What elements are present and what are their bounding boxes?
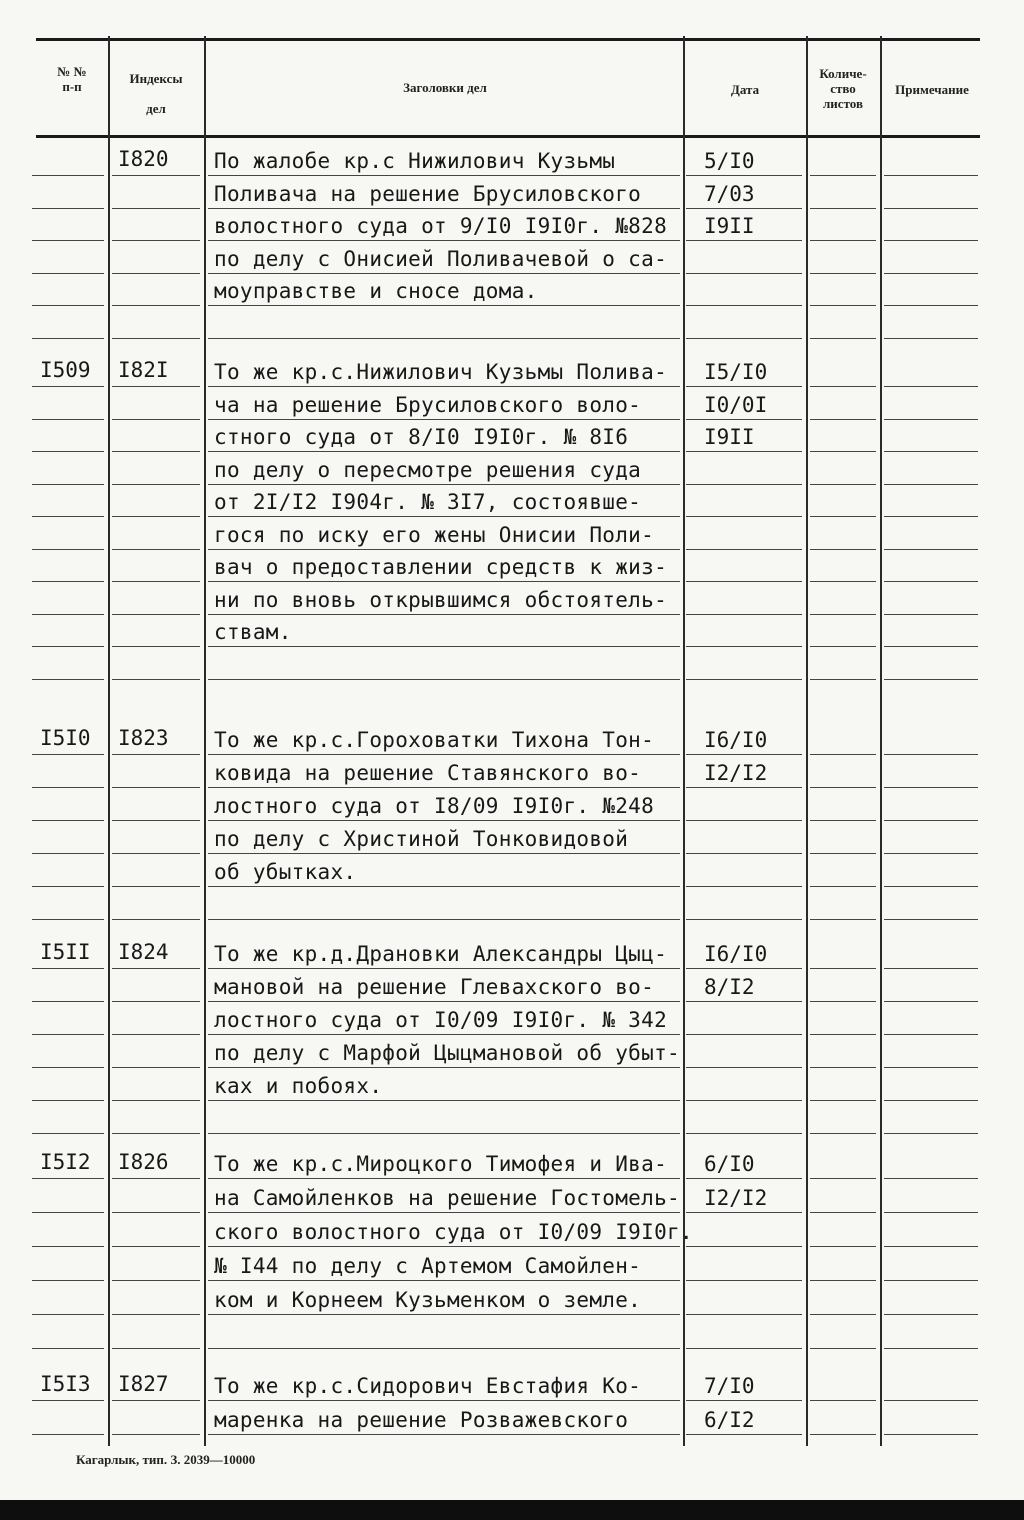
ruled-line <box>686 240 802 241</box>
ruled-line <box>32 646 104 647</box>
printer-imprint: Кагарлык, тип. З. 2039—10000 <box>76 1452 256 1467</box>
ruled-line <box>884 516 978 517</box>
ruled-line <box>208 175 680 176</box>
ruled-line <box>112 419 200 420</box>
ruled-line <box>208 208 680 209</box>
ruled-line <box>884 787 978 788</box>
ruled-line <box>884 273 978 274</box>
col-divider-4 <box>806 36 808 1446</box>
ruled-line <box>208 679 680 680</box>
ruled-line <box>208 484 680 485</box>
ruled-line <box>810 820 876 821</box>
ruled-line <box>32 1348 104 1349</box>
entry-date: I9II <box>704 214 755 238</box>
ruled-line <box>32 919 104 920</box>
entry-title-line: на Самойленков на решение Гостомель- <box>214 1186 680 1210</box>
ruled-line <box>208 516 680 517</box>
ruled-line <box>112 1001 200 1002</box>
ruled-line <box>884 853 978 854</box>
ruled-line <box>208 754 680 755</box>
ruled-line <box>686 1280 802 1281</box>
ruled-line <box>112 1314 200 1315</box>
ruled-line <box>884 1400 978 1401</box>
ruled-line <box>32 305 104 306</box>
ruled-line <box>32 1034 104 1035</box>
ruled-line <box>112 175 200 176</box>
header-bottom-rule <box>36 135 980 138</box>
ruled-line <box>208 1314 680 1315</box>
ruled-line <box>884 1034 978 1035</box>
ruled-line <box>686 484 802 485</box>
ruled-line <box>884 1348 978 1349</box>
entry-date: I5/I0 <box>704 360 768 384</box>
ruled-line <box>112 1178 200 1179</box>
ruled-line <box>208 1178 680 1179</box>
ruled-line <box>32 549 104 550</box>
ruled-line <box>810 549 876 550</box>
ruled-line <box>112 338 200 339</box>
ruled-line <box>686 1348 802 1349</box>
entry-title-line: лостного суда от I0/09 I9I0г. № 342 <box>214 1008 668 1032</box>
entry-title-line: по делу о пересмотре решения суда <box>214 457 642 482</box>
ruled-line <box>112 1400 200 1401</box>
ruled-line <box>686 1067 802 1068</box>
ruled-line <box>810 1314 876 1315</box>
ruled-line <box>686 679 802 680</box>
ruled-line <box>32 581 104 582</box>
ruled-line <box>32 1314 104 1315</box>
ruled-line <box>32 1100 104 1101</box>
ruled-line <box>32 516 104 517</box>
ruled-line <box>810 273 876 274</box>
col-divider-2 <box>204 36 206 1446</box>
ruled-line <box>686 386 802 387</box>
ruled-line <box>32 273 104 274</box>
ruled-line <box>208 338 680 339</box>
ruled-line <box>686 886 802 887</box>
ruled-line <box>112 549 200 550</box>
ruled-line <box>112 968 200 969</box>
ruled-line <box>686 1212 802 1213</box>
ruled-line <box>884 581 978 582</box>
ruled-line <box>810 1212 876 1213</box>
ruled-line <box>810 968 876 969</box>
ruled-line <box>112 853 200 854</box>
entry-index: I826 <box>118 1150 169 1174</box>
ruled-line <box>32 338 104 339</box>
entry-title-line: волостного суда от 9/I0 I9I0г. №828 <box>214 214 668 238</box>
ruled-line <box>810 679 876 680</box>
ruled-line <box>884 1434 978 1435</box>
ruled-line <box>208 968 680 969</box>
ruled-line <box>810 1100 876 1101</box>
ruled-line <box>112 273 200 274</box>
entry-title-line: вач о предоставлении средств к жиз- <box>214 555 668 579</box>
ruled-line <box>810 305 876 306</box>
ruled-line <box>810 1434 876 1435</box>
ruled-line <box>686 1133 802 1134</box>
ruled-line <box>686 1434 802 1435</box>
ruled-line <box>112 1067 200 1068</box>
ruled-line <box>884 419 978 420</box>
ruled-line <box>208 886 680 887</box>
ruled-line <box>810 1400 876 1401</box>
ruled-line <box>884 175 978 176</box>
ruled-line <box>112 1212 200 1213</box>
ruled-line <box>208 614 680 615</box>
ruled-line <box>884 1280 978 1281</box>
entry-date: I6/I0 <box>704 728 768 752</box>
ruled-line <box>32 1133 104 1134</box>
ruled-line <box>112 1034 200 1035</box>
ruled-line <box>884 1067 978 1068</box>
scan-edge-bar <box>0 1500 1024 1520</box>
ruled-line <box>884 208 978 209</box>
entry-title-line: То же кр.с.Мироцкого Тимофея и Ива- <box>214 1152 668 1176</box>
ruled-line <box>810 614 876 615</box>
ruled-line <box>208 240 680 241</box>
entry-index: I827 <box>118 1372 169 1396</box>
ruled-line <box>884 820 978 821</box>
ruled-line <box>208 1246 680 1247</box>
entry-date: I0/0I <box>704 392 768 417</box>
ruled-line <box>810 787 876 788</box>
ruled-line <box>810 581 876 582</box>
entry-title-line: По жалобе кр.с Нижилович Кузьмы <box>214 149 616 173</box>
ruled-line <box>686 451 802 452</box>
header-title-label: Заголовки дел <box>403 80 487 95</box>
ruled-line <box>810 1348 876 1349</box>
ruled-line <box>884 1001 978 1002</box>
header-index-label: Индексы дел <box>129 71 183 116</box>
entry-title-line: от 2I/I2 I904г. № 3I7, состоявше- <box>214 490 642 514</box>
ruled-line <box>810 646 876 647</box>
ruled-line <box>686 549 802 550</box>
entry-date: 5/I0 <box>704 149 755 173</box>
entry-title-line: ского волостного суда от I0/09 I9I0г. <box>214 1220 693 1244</box>
ruled-line <box>686 1314 802 1315</box>
ruled-line <box>810 1133 876 1134</box>
ruled-line <box>112 614 200 615</box>
ruled-line <box>810 419 876 420</box>
entry-title-line: стного суда от 8/I0 I9I0г. № 8I6 <box>214 425 629 449</box>
entry-index: I820 <box>118 147 169 171</box>
entry-title-line: по делу с Христиной Тонковидовой <box>214 827 629 851</box>
ruled-line <box>810 1034 876 1035</box>
ruled-line <box>32 451 104 452</box>
ruled-line <box>686 1400 802 1401</box>
ruled-line <box>32 1001 104 1002</box>
ruled-line <box>32 1212 104 1213</box>
ruled-line <box>32 968 104 969</box>
ruled-line <box>112 679 200 680</box>
entry-number: I5I2 <box>40 1150 91 1174</box>
entry-date: I9II <box>704 425 755 449</box>
entry-title-line: по делу с Марфой Цыцмановой об убыт- <box>214 1041 680 1065</box>
ruled-line <box>112 1100 200 1101</box>
ruled-line <box>686 754 802 755</box>
ruled-line <box>810 208 876 209</box>
ruled-line <box>112 1434 200 1435</box>
entry-date: I6/I0 <box>704 942 768 966</box>
ruled-line <box>810 484 876 485</box>
ruled-line <box>686 175 802 176</box>
ruled-line <box>112 754 200 755</box>
ruled-line <box>208 1400 680 1401</box>
ruled-line <box>208 820 680 821</box>
ruled-line <box>884 679 978 680</box>
entry-title-line: моуправстве и сносе дома. <box>214 279 538 303</box>
ruled-line <box>208 273 680 274</box>
ruled-line <box>32 419 104 420</box>
entry-title-line: по делу с Онисией Поливачевой о са- <box>214 246 668 271</box>
ruled-line <box>810 1280 876 1281</box>
ruled-line <box>32 679 104 680</box>
ruled-line <box>112 919 200 920</box>
ruled-line <box>686 919 802 920</box>
ruled-line <box>112 646 200 647</box>
entry-title-line: мановой на решение Глевахского во- <box>214 975 655 999</box>
ruled-line <box>686 208 802 209</box>
ruled-line <box>208 451 680 452</box>
entry-title-line: ча на решение Брусиловского воло- <box>214 392 642 417</box>
ruled-line <box>884 1133 978 1134</box>
ruled-line <box>32 1434 104 1435</box>
header-number-label: № № п-п <box>57 64 87 94</box>
ruled-line <box>32 208 104 209</box>
ruled-line <box>112 451 200 452</box>
ruled-line <box>208 1280 680 1281</box>
ruled-line <box>884 1246 978 1247</box>
entry-date: 6/I2 <box>704 1408 755 1432</box>
ruled-line <box>208 549 680 550</box>
ruled-line <box>112 820 200 821</box>
entry-title-line: ковида на решение Ставянского во- <box>214 761 642 785</box>
ruled-line <box>112 516 200 517</box>
ruled-line <box>32 820 104 821</box>
ruled-line <box>112 1280 200 1281</box>
ruled-line <box>112 1246 200 1247</box>
entry-index: I823 <box>118 726 169 750</box>
ruled-line <box>208 305 680 306</box>
entry-title-line: № I44 по делу с Артемом Самойлен- <box>214 1254 642 1278</box>
ruled-line <box>884 305 978 306</box>
ruled-line <box>884 386 978 387</box>
col-divider-5 <box>880 36 882 1446</box>
ruled-line <box>884 968 978 969</box>
ruled-line <box>208 1034 680 1035</box>
ruled-line <box>884 451 978 452</box>
ruled-line <box>686 853 802 854</box>
entry-date: I2/I2 <box>704 1186 768 1210</box>
ruled-line <box>112 787 200 788</box>
ruled-line <box>32 175 104 176</box>
ruled-line <box>112 1348 200 1349</box>
ruled-line <box>32 787 104 788</box>
ruled-line <box>810 240 876 241</box>
ruled-line <box>32 1246 104 1247</box>
ruled-line <box>208 1212 680 1213</box>
header-date-label: Дата <box>730 82 760 97</box>
ruled-line <box>884 240 978 241</box>
entry-date: I2/I2 <box>704 761 768 785</box>
ruled-line <box>810 175 876 176</box>
ruled-line <box>884 646 978 647</box>
entry-date: 6/I0 <box>704 1152 755 1176</box>
ruled-line <box>810 1001 876 1002</box>
ruled-line <box>810 754 876 755</box>
ruled-line <box>32 886 104 887</box>
entry-number: I5II <box>40 940 91 964</box>
ruled-line <box>208 1100 680 1101</box>
entry-title-line: То же кр.с.Нижилович Кузьмы Полива- <box>214 360 668 384</box>
ruled-line <box>884 1212 978 1213</box>
col-divider-1 <box>108 36 110 1446</box>
ruled-line <box>208 919 680 920</box>
ruled-line <box>208 787 680 788</box>
ruled-line <box>810 1067 876 1068</box>
ruled-line <box>686 968 802 969</box>
ruled-line <box>686 1100 802 1101</box>
entry-date: 7/I0 <box>704 1374 755 1398</box>
ruled-line <box>208 646 680 647</box>
entry-title-line: лостного суда от I8/09 I9I0г. №248 <box>214 794 655 818</box>
ruled-line <box>208 1067 680 1068</box>
ruled-line <box>32 240 104 241</box>
entry-number: I5I0 <box>40 726 91 750</box>
ruled-line <box>810 516 876 517</box>
entry-number: I5I3 <box>40 1372 91 1396</box>
ruled-line <box>686 614 802 615</box>
ruled-line <box>32 1400 104 1401</box>
ruled-line <box>686 305 802 306</box>
ruled-line <box>884 614 978 615</box>
ruled-line <box>810 886 876 887</box>
ruled-line <box>208 1133 680 1134</box>
entry-index: I82I <box>118 358 169 382</box>
ruled-line <box>32 1178 104 1179</box>
ruled-line <box>686 787 802 788</box>
ruled-line <box>32 1280 104 1281</box>
entry-title-line: об убытках. <box>214 860 357 884</box>
entry-title-line: гося по иску его жены Онисии Поли- <box>214 522 655 547</box>
entry-title-line: ках и побоях. <box>214 1074 383 1098</box>
entry-title-line: ствам. <box>214 620 292 644</box>
ruled-line <box>32 614 104 615</box>
ruled-line <box>112 305 200 306</box>
ruled-line <box>686 1001 802 1002</box>
entry-title-line: То же кр.д.Драновки Александры Цыц- <box>214 942 668 966</box>
header-sheets-label: Количе- ство листов <box>819 66 867 111</box>
entry-date: 7/03 <box>704 181 755 206</box>
ruled-line <box>884 1100 978 1101</box>
ruled-line <box>810 451 876 452</box>
ruled-line <box>810 919 876 920</box>
entry-title-line: маренка на решение Розважевского <box>214 1408 629 1432</box>
entry-title-line: Поливача на решение Брусиловского <box>214 181 642 206</box>
ruled-line <box>810 386 876 387</box>
ruled-line <box>810 1246 876 1247</box>
ruled-line <box>810 1178 876 1179</box>
ruled-line <box>112 208 200 209</box>
ruled-line <box>208 386 680 387</box>
ruled-line <box>686 273 802 274</box>
ruled-line <box>208 581 680 582</box>
ruled-line <box>32 1067 104 1068</box>
ruled-line <box>208 853 680 854</box>
ruled-line <box>686 1246 802 1247</box>
ruled-line <box>884 1314 978 1315</box>
ruled-line <box>884 484 978 485</box>
ruled-line <box>208 419 680 420</box>
ruled-line <box>208 1434 680 1435</box>
ruled-line <box>686 646 802 647</box>
entry-number: I509 <box>40 358 91 382</box>
ruled-line <box>32 386 104 387</box>
ruled-line <box>884 886 978 887</box>
ruled-line <box>32 484 104 485</box>
ruled-line <box>208 1348 680 1349</box>
ruled-line <box>112 1133 200 1134</box>
ruled-line <box>686 516 802 517</box>
ruled-line <box>686 820 802 821</box>
ruled-line <box>112 886 200 887</box>
entry-title-line: То же кр.с.Сидорович Евстафия Ко- <box>214 1374 642 1398</box>
ruled-line <box>686 338 802 339</box>
ruled-line <box>884 1178 978 1179</box>
ruled-line <box>32 853 104 854</box>
ruled-line <box>686 419 802 420</box>
entry-title-line: То же кр.с.Гороховатки Тихона Тон- <box>214 728 655 752</box>
ruled-line <box>884 754 978 755</box>
ruled-line <box>686 581 802 582</box>
top-rule <box>36 38 980 41</box>
ruled-line <box>686 1034 802 1035</box>
ruled-line <box>884 338 978 339</box>
ruled-line <box>112 581 200 582</box>
ruled-line <box>884 919 978 920</box>
ruled-line <box>112 484 200 485</box>
ruled-line <box>112 386 200 387</box>
header-note-label: Примечание <box>895 82 969 97</box>
ruled-line <box>884 549 978 550</box>
entry-date: 8/I2 <box>704 975 755 999</box>
entry-title-line: ком и Корнеем Кузьменком о земле. <box>214 1288 642 1312</box>
ruled-line <box>686 1178 802 1179</box>
ruled-line <box>208 1001 680 1002</box>
ruled-line <box>810 338 876 339</box>
ruled-line <box>32 754 104 755</box>
ruled-line <box>112 240 200 241</box>
ruled-line <box>810 853 876 854</box>
entry-title-line: ни по вновь открывшимся обстоятель- <box>214 587 668 612</box>
entry-index: I824 <box>118 940 169 964</box>
